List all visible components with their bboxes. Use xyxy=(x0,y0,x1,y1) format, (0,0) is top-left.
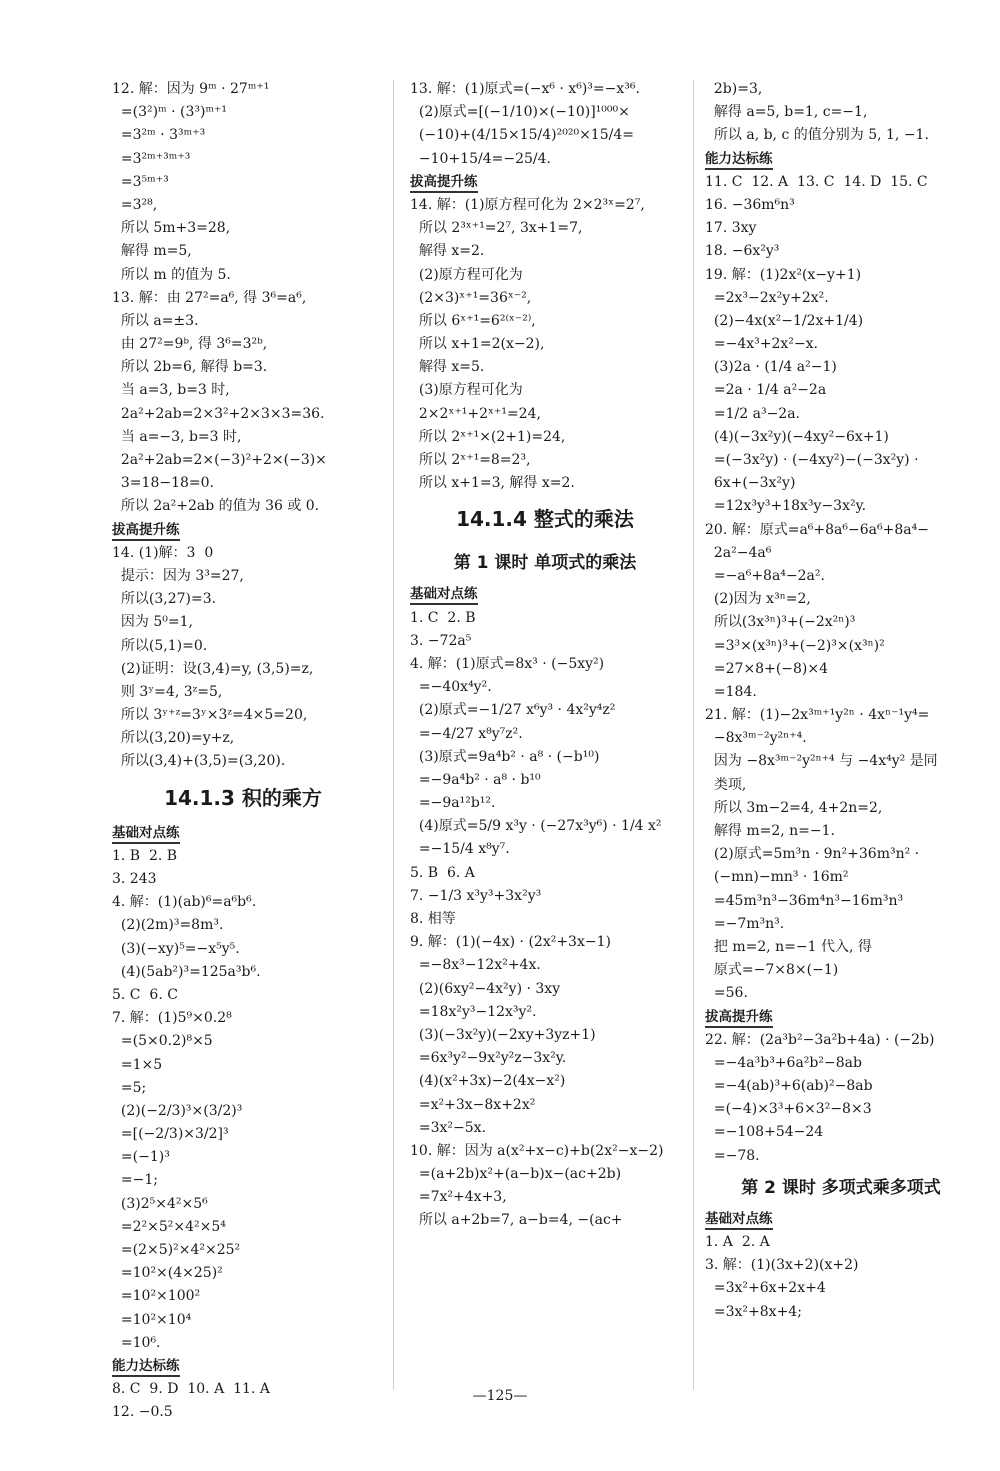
text-line: (3)(−3x²y)(−2xy+3yz+1) xyxy=(410,1026,596,1043)
text-line: =−4/27 x⁸y⁷z². xyxy=(410,725,523,742)
text-line: 4. 解：(1)原式=8x³ · (−5xy²) xyxy=(410,655,605,672)
text-line: 解得 x=5. xyxy=(410,359,485,376)
text-line: =10²×(4×25)² xyxy=(112,1265,223,1282)
text-line: 14. 解：(1)原方程可化为 2×2³ˣ=2⁷, xyxy=(410,196,645,213)
text-line: (−10)+(4/15×15/4)²⁰²⁰×15/4= xyxy=(410,127,634,144)
text-line: 3=18−18=0. xyxy=(112,475,214,492)
text-line: =27×8+(−8)×4 xyxy=(705,660,829,677)
text-line: 类项, xyxy=(705,776,747,793)
text-line: =3⁵ᵐ⁺³ xyxy=(112,173,169,190)
column-left xyxy=(112,78,374,1425)
text-line: 18. −6x²y³ xyxy=(705,243,780,260)
text-line: 9. 解：(1)(−4x) · (2x²+3x−1) xyxy=(410,934,611,951)
text-line: =2x³−2x²y+2x². xyxy=(705,289,829,306)
text-line: (3)原式=9a⁴b² · a⁸ · (−b¹⁰) xyxy=(410,748,600,765)
text-line: 提示：因为 3³=27, xyxy=(112,567,244,584)
text-line: (2)原式=−1/27 x⁶y³ · 4x²y⁴z² xyxy=(410,702,616,719)
section-label-text: 基础对点练 xyxy=(705,1211,773,1230)
text-line: 由 27²=9ᵇ, 得 3⁶=3²ᵇ, xyxy=(112,336,268,353)
text-line: 2a²+2ab=2×(−3)²+2×(−3)× xyxy=(112,452,327,468)
text-line: 8. 相等 xyxy=(410,911,456,927)
text-line: =(3²)ᵐ · (3³)ᵐ⁺¹ xyxy=(112,104,228,121)
text-line: 5. B 6. A xyxy=(410,864,475,881)
text-line: =3³×(x³ⁿ)³+(−2)³×(x³ⁿ)² xyxy=(705,637,885,654)
column-right xyxy=(705,78,977,1324)
text-line: 1. C 2. B xyxy=(410,609,476,626)
text-line: =(−3x²y) · (−4xy²)−(−3x²y) · xyxy=(705,452,919,468)
text-line: 16. −36m⁶n³ xyxy=(705,196,795,213)
section-label-text: 基础对点练 xyxy=(112,825,180,844)
text-line: 2a²−4a⁶ xyxy=(705,544,772,561)
text-line: 解得 m=5, xyxy=(112,243,192,260)
section-label-text: 拔高提升练 xyxy=(705,1009,773,1028)
text-line: 所以 a=±3. xyxy=(112,312,199,329)
text-line: 所以 5m+3=28, xyxy=(112,220,231,237)
text-line: =3²ᵐ⁺³ᵐ⁺³ xyxy=(112,150,191,167)
text-line: =−15/4 x⁸y⁷. xyxy=(410,841,510,858)
text-line: 5. C 6. C xyxy=(112,986,178,1003)
text-line: 解得 m=2, n=−1. xyxy=(705,823,835,839)
text-line: =(5×0.2)⁸×5 xyxy=(112,1033,213,1050)
text-line: 6x+(−3x²y) xyxy=(705,475,796,492)
text-line: =6x³y²−9x²y²z−3x²y. xyxy=(410,1050,567,1067)
text-line: 当 a=3, b=3 时, xyxy=(112,382,230,399)
text-line: (2)原式=[(−1/10)×(−10)]¹⁰⁰⁰× xyxy=(410,104,630,121)
text-line: 则 3ʸ=4, 3ᶻ=5, xyxy=(112,683,223,700)
text-line: 所以(3,4)+(3,5)=(3,20). xyxy=(112,753,286,770)
lesson-heading: 第 1 课时 单项式的乘法 xyxy=(453,553,637,574)
text-line: =−108+54−24 xyxy=(705,1124,824,1141)
text-line: =10⁶. xyxy=(112,1334,161,1351)
section-label-text: 能力达标练 xyxy=(112,1358,180,1377)
text-line: =3²⁸, xyxy=(112,196,158,213)
text-line: =3x²−5x. xyxy=(410,1119,487,1136)
text-line: 所以 a, b, c 的值分别为 5, 1, −1. xyxy=(705,127,929,144)
text-line: =x²+3x−8x+2x² xyxy=(410,1096,536,1113)
text-line: =(a+2b)x²+(a−b)x−(ac+2b) xyxy=(410,1166,622,1183)
text-line: 3. 243 xyxy=(112,871,157,887)
text-line: 所以 6ˣ⁺¹=6²⁽ˣ⁻²⁾, xyxy=(410,312,536,329)
text-line: 所以 2ˣ⁺¹×(2+1)=24, xyxy=(410,428,566,445)
text-line: =−8x³−12x²+4x. xyxy=(410,957,541,974)
text-line: (2)原式=5m³n · 9n²+36m³n² · xyxy=(705,846,920,863)
page-number: —125— xyxy=(472,1388,528,1404)
text-line: 22. 解：(2a³b²−3a²b+4a) · (−2b) xyxy=(705,1031,935,1048)
text-line: −8x³ᵐ⁻²y²ⁿ⁺⁴. xyxy=(705,730,807,747)
section-label xyxy=(410,171,680,194)
text-line: 当 a=−3, b=3 时, xyxy=(112,428,242,445)
text-line: =−1; xyxy=(112,1172,158,1189)
text-line: 所以 2a²+2ab 的值为 36 或 0. xyxy=(112,498,320,515)
text-line: 19. 解：(1)2x²(x−y+1) xyxy=(705,266,862,283)
column-middle xyxy=(410,78,680,1233)
text-line: 7. 解：(1)5⁹×0.2⁸ xyxy=(112,1010,232,1027)
text-line: =−4(ab)³+6(ab)²−8ab xyxy=(705,1078,873,1095)
text-line: (2)(−2/3)³×(3/2)³ xyxy=(112,1102,243,1119)
text-line: 13. 解：(1)原式=(−x⁶ · x⁶)³=−x³⁶. xyxy=(410,81,640,97)
text-line: 把 m=2, n=−1 代入, 得 xyxy=(705,938,872,955)
text-line: 2b)=3, xyxy=(705,81,763,97)
text-line: (2)(2m)³=8m³. xyxy=(112,917,224,934)
text-line: (3)2a · (1/4 a²−1) xyxy=(705,359,837,376)
section-label-text: 拔高提升练 xyxy=(410,174,478,193)
text-line: =5; xyxy=(112,1079,147,1096)
text-line: =−9a¹²b¹². xyxy=(410,795,496,812)
text-line: 2a²+2ab=2×3²+2×3×3=36. xyxy=(112,405,325,422)
text-line: 所以 2³ˣ⁺¹=2⁷, 3x+1=7, xyxy=(410,220,583,237)
text-line: =3x²+8x+4; xyxy=(705,1303,802,1320)
text-line: =−a⁶+8a⁴−2a². xyxy=(705,567,825,584)
text-line: =1×5 xyxy=(112,1056,163,1073)
text-line: 3. −72a⁵ xyxy=(410,632,472,649)
section-label xyxy=(705,1006,977,1029)
section-label xyxy=(705,148,977,171)
text-line: 17. 3xy xyxy=(705,220,757,237)
section-label-text: 拔高提升练 xyxy=(112,522,180,541)
text-line: 12. 解：因为 9ᵐ · 27ᵐ⁺¹ xyxy=(112,81,270,97)
text-line: 12. −0.5 xyxy=(112,1404,173,1421)
text-line: (2×3)ˣ⁺¹=36ˣ⁻², xyxy=(410,289,532,306)
text-line: =2a · 1/4 a²−2a xyxy=(705,382,827,399)
text-line: 1. B 2. B xyxy=(112,847,178,864)
text-line: =−7m³n³. xyxy=(705,915,785,932)
text-line: =−78. xyxy=(705,1147,760,1164)
text-line: 8. C 9. D 10. A 11. A xyxy=(112,1381,270,1398)
text-line: (2)因为 x³ⁿ=2, xyxy=(705,591,811,608)
text-line: (4)原式=5/9 x³y · (−27x³y⁶) · 1/4 x² xyxy=(410,818,662,835)
text-line: =10²×100² xyxy=(112,1288,201,1305)
text-line: 所以 2ˣ⁺¹=8=2³, xyxy=(410,452,531,468)
text-line: 10. 解：因为 a(x²+x−c)+b(2x²−x−2) xyxy=(410,1142,664,1159)
text-line: 所以(3,20)=y+z, xyxy=(112,730,235,747)
text-line: =10²×10⁴ xyxy=(112,1311,192,1328)
text-line: 所以 2b=6, 解得 b=3. xyxy=(112,359,268,376)
text-line: 因为 −8x³ᵐ⁻²y²ⁿ⁺⁴ 与 −4x⁴y² 是同 xyxy=(705,753,938,770)
text-line: 13. 解：由 27²=a⁶, 得 3⁶=a⁶, xyxy=(112,289,307,306)
text-line: 4. 解：(1)(ab)⁶=a⁶b⁶. xyxy=(112,894,257,911)
text-line: =(−4)×3³+6×3²−8×3 xyxy=(705,1101,872,1118)
text-line: =2²×5²×4²×5⁴ xyxy=(112,1218,226,1235)
text-line: =56. xyxy=(705,985,748,1002)
text-line: 14. (1)解：3 0 xyxy=(112,544,214,561)
text-line: 20. 解：原式=a⁶+8a⁶−6a⁶+8a⁴− xyxy=(705,521,929,538)
section-label-text: 基础对点练 xyxy=(410,586,478,605)
text-line: (2)−4x(x²−1/2x+1/4) xyxy=(705,312,864,329)
text-line: =12x³y³+18x³y−3x²y. xyxy=(705,498,867,515)
section-heading: 14.1.3 积的乘方 xyxy=(164,785,322,810)
text-line: 11. C 12. A 13. C 14. D 15. C xyxy=(705,173,928,190)
text-line: −10+15/4=−25/4. xyxy=(410,150,551,167)
text-line: 2×2ˣ⁺¹+2ˣ⁺¹=24, xyxy=(410,405,541,422)
text-line: (4)(−3x²y)(−4xy²−6x+1) xyxy=(705,428,889,445)
column-divider-2 xyxy=(693,80,694,1390)
text-line: =(−1)³ xyxy=(112,1149,170,1166)
text-line: =3x²+6x+2x+4 xyxy=(705,1280,826,1297)
text-line: 所以 3ʸ⁺ᶻ=3ʸ×3ᶻ=4×5=20, xyxy=(112,707,308,724)
section-label xyxy=(112,1355,374,1378)
text-line: 1. A 2. A xyxy=(705,1234,770,1250)
text-line: 所以(3x³ⁿ)³+(−2x²ⁿ)³ xyxy=(705,614,856,631)
section-label-text: 能力达标练 xyxy=(705,151,773,170)
text-line: 原式=−7×8×(−1) xyxy=(705,962,839,979)
text-line: =−9a⁴b² · a⁸ · b¹⁰ xyxy=(410,771,541,788)
text-line: =−40x⁴y². xyxy=(410,679,492,696)
text-line: 解得 x=2. xyxy=(410,243,485,260)
lesson-heading: 第 2 课时 多项式乘多项式 xyxy=(741,1177,941,1198)
text-line: (3)(−xy)⁵=−x⁵y⁵. xyxy=(112,940,240,957)
text-line: (3)原方程可化为 xyxy=(410,382,523,399)
text-line: =184. xyxy=(705,683,757,700)
text-line: (4)(5ab²)³=125a³b⁶. xyxy=(112,963,261,980)
text-line: (4)(x²+3x)−2(4x−x²) xyxy=(410,1073,566,1090)
text-line: =18x²y³−12x³y². xyxy=(410,1003,537,1020)
section-label xyxy=(705,1208,977,1231)
text-line: 所以 x+1=2(x−2), xyxy=(410,336,545,353)
text-line: (−mn)−mn³ · 16m² xyxy=(705,869,849,886)
section-label xyxy=(112,822,374,845)
text-line: =−4a³b³+6a²b²−8ab xyxy=(705,1054,862,1071)
section-label xyxy=(112,519,374,542)
text-line: =[(−2/3)×3/2]³ xyxy=(112,1126,229,1143)
text-line: =45m³n³−36m⁴n³−16m³n³ xyxy=(705,892,904,909)
text-line: (2)(6xy²−4x²y) · 3xy xyxy=(410,980,561,997)
text-line: 因为 5⁰=1, xyxy=(112,614,193,631)
text-line: 3. 解：(1)(3x+2)(x+2) xyxy=(705,1257,859,1274)
text-line: 21. 解：(1)−2x³ᵐ⁺¹y²ⁿ · 4xⁿ⁻¹y⁴= xyxy=(705,707,930,724)
text-line: 所以 3m−2=4, 4+2n=2, xyxy=(705,799,883,816)
text-line: 所以 a+2b=7, a−b=4, −(ac+ xyxy=(410,1212,623,1229)
text-line: (2)证明：设(3,4)=y, (3,5)=z, xyxy=(112,660,314,677)
text-line: (3)2⁵×4²×5⁶ xyxy=(112,1195,208,1212)
text-line: 所以(5,1)=0. xyxy=(112,637,208,654)
text-line: =−4x³+2x²−x. xyxy=(705,336,818,353)
section-label xyxy=(410,583,680,606)
text-line: (2)原方程可化为 xyxy=(410,266,523,283)
text-line: =7x²+4x+3, xyxy=(410,1189,507,1206)
section-heading: 14.1.4 整式的乘法 xyxy=(456,507,634,532)
text-line: 7. −1/3 x³y³+3x²y³ xyxy=(410,887,542,904)
text-line: =3²ᵐ · 3³ᵐ⁺³ xyxy=(112,127,206,144)
text-line: 解得 a=5, b=1, c=−1, xyxy=(705,104,868,121)
column-divider-1 xyxy=(393,80,394,1390)
text-line: 所以(3,27)=3. xyxy=(112,591,217,608)
text-line: 所以 m 的值为 5. xyxy=(112,266,231,283)
text-line: 所以 x+1=3, 解得 x=2. xyxy=(410,475,575,492)
text-line: =(2×5)²×4²×25² xyxy=(112,1242,241,1258)
text-line: =1/2 a³−2a. xyxy=(705,405,801,422)
